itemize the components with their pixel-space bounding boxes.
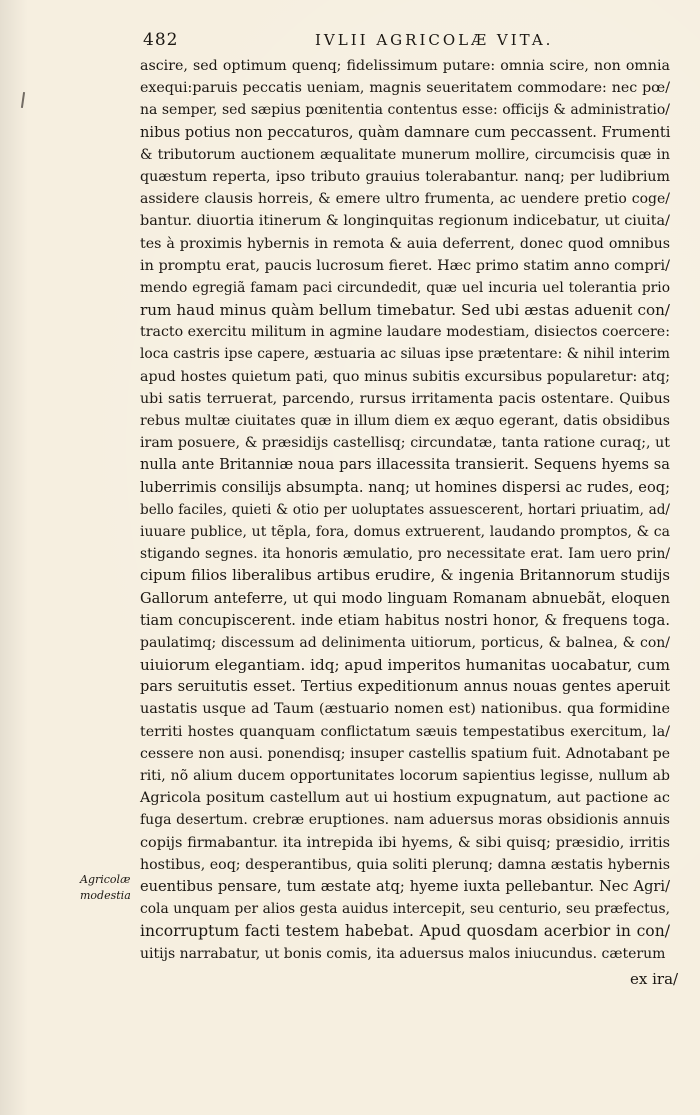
text-line: in promptu erat, paucis lucrosum fieret. Hæc primo statim anno compri/: [140, 257, 670, 274]
text-line: tracto exercitu militum in agmine laudare modestiam, disiectos coercere:: [140, 324, 670, 341]
text-line: rebus multæ ciuitates quæ in illum diem ex æquo egerant, datis obsidibus: [140, 413, 670, 429]
text-line: stigando segnes. ita honoris æmulatio, pro necessitate erat. Iam uero prin/: [140, 546, 670, 563]
margin-note-line: modestia: [80, 889, 131, 902]
margin-note: [80, 872, 140, 904]
text-line: territi hostes quanquam conflictatum sæuis tempestatibus exercitum, la/: [140, 723, 670, 740]
text-line: rum haud minus quàm bellum timebatur. Sed ubi æstas aduenit con/: [140, 301, 670, 320]
text-line: fuga desertum. crebræ eruptiones. nam aduersus moras obsidionis annuis: [140, 812, 670, 829]
text-line: Agricola positum castellum aut ui hostium expugnatum, aut pactione ac: [140, 790, 670, 807]
text-line: iram posuere, & præsidijs castellisq; circundatæ, tanta ratione curaq;, ut: [140, 435, 670, 452]
text-line: pars seruitutis esset. Tertius expeditionum annus nouas gentes aperuit: [140, 678, 670, 696]
running-title: IVLII AGRICOLÆ VITA.: [315, 31, 554, 49]
text-line: ubi satis terruerat, parcendo, rursus irritamenta pacis ostentare. Quibus: [140, 390, 670, 407]
text-line: paulatimq; discessum ad delinimenta uitiorum, porticus, & balnea, & con/: [140, 634, 670, 651]
text-line: iuuare publice, ut tẽpla, fora, domus extruerent, laudando promptos, & ca: [140, 523, 670, 540]
margin-note-line: Agricolæ: [80, 873, 131, 886]
text-line: tiam concupiscerent. inde etiam habitus nostri honor, & frequens toga.: [140, 611, 670, 629]
text-line: incorruptum facti testem habebat. Apud quosdam acerbior in con/: [140, 922, 670, 941]
text-line: riti, nõ alium ducem opportunitates locorum sapientius legisse, nullum ab: [140, 768, 670, 784]
text-line: bello faciles, quieti & otio per uoluptates assuescerent, hortari priuatim, ad/: [140, 501, 670, 518]
text-line: nulla ante Britanniæ noua pars illacessita transierit. Sequens hyems sa: [140, 456, 670, 474]
text-line: & tributorum auctionem æqualitate munerum mollire, circumcisis quæ in: [140, 146, 670, 163]
text-line: apud hostes quietum pati, quo minus subitis excursibus popularetur: atq;: [140, 368, 670, 385]
text-line: na semper, sed sæpius pœnitentia contentus esse: officijs & administratio/: [140, 102, 670, 119]
text-line: euentibus pensare, tum æstate atq; hyeme iuxta pellebantur. Nec Agri/: [140, 877, 670, 895]
text-line: exequi:paruis peccatis ueniam, magnis seueritatem commodare: nec pœ/: [140, 80, 670, 97]
text-line: uastatis usque ad Taum (æstuario nomen est) nationibus. qua formidine: [140, 701, 670, 718]
text-line: hostibus, eoq; desperantibus, quia soliti plerunq; damna æstatis hybernis: [140, 856, 670, 873]
text-line: cipum filios liberalibus artibus erudire, & ingenia Britannorum studijs: [140, 567, 670, 585]
text-line: quæstum reperta, ipso tributo grauius tolerabantur. nanq; per ludibrium: [140, 168, 670, 185]
text-line: copijs firmabantur. ita intrepida ibi hyems, & sibi quisq; præsidio, irritis: [140, 834, 670, 851]
text-line: Gallorum anteferre, ut qui modo linguam Romanam abnuebãt, eloquen: [140, 589, 670, 607]
gutter-pen-mark: [21, 92, 25, 108]
text-line: uitijs narrabatur, ut bonis comis, ita aduersus malos iniucundus. cæterum: [140, 945, 666, 962]
text-line: assidere clausis horreis, & emere ultro frumenta, ac uendere pretio coge/: [140, 191, 670, 208]
text-line: nibus potius non peccaturos, quàm damnare cum peccassent. Frumenti: [140, 123, 671, 141]
text-block: [140, 55, 670, 965]
text-line: ascire, sed optimum quenq; fidelissimum putare: omnia scire, non omnia: [140, 58, 670, 74]
text-line: tes à proximis hybernis in remota & auia deferrent, donec quod omnibus: [140, 235, 670, 252]
page-number: 482: [143, 30, 179, 50]
text-line: loca castris ipse capere, æstuaria ac siluas ipse prætentare: & nihil interim: [140, 346, 670, 363]
text-line: luberrimis consilijs absumpta. nanq; ut homines dispersi ac rudes, eoq;: [140, 478, 670, 496]
text-line: uiuiorum elegantiam. idq; apud imperitos humanitas uocabatur, cum: [140, 656, 670, 675]
running-head: [143, 30, 663, 52]
text-line: cessere non ausi. ponendisq; insuper castellis spatium fuit. Adnotabant pe: [140, 745, 670, 762]
text-line: mendo egregiã famam paci circundedit, quæ uel incuria uel tolerantia prio: [140, 279, 670, 296]
text-line: bantur. diuortia itinerum & longinquitas regionum indicebatur, ut ciuita/: [140, 213, 670, 230]
catchword: ex ira/: [630, 970, 679, 988]
text-line: cola unquam per alios gesta auidus intercepit, seu centurio, seu præfectus,: [140, 901, 670, 918]
